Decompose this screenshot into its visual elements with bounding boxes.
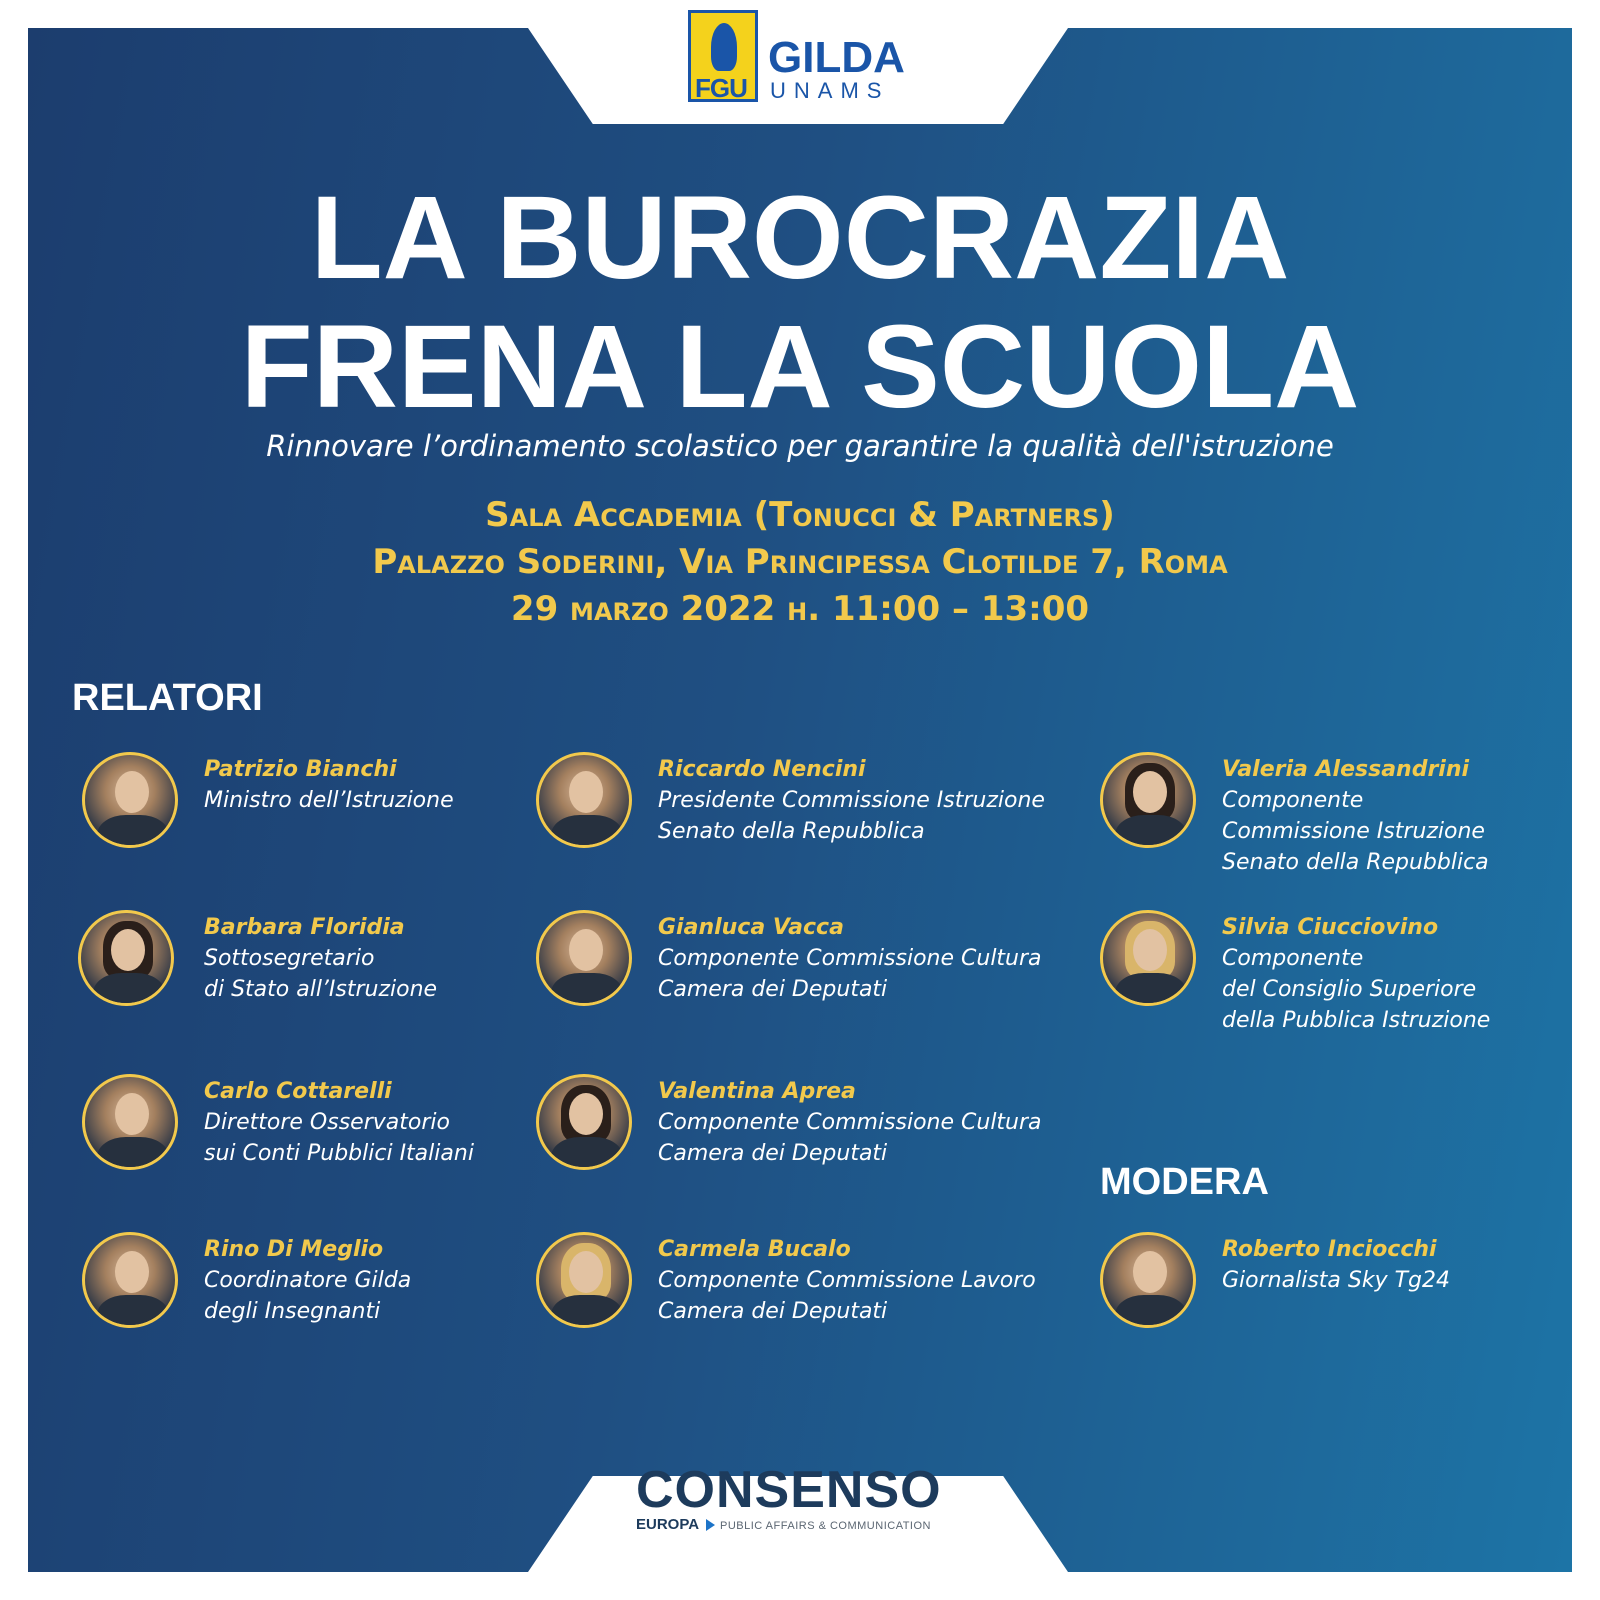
speaker-photo: [1100, 752, 1196, 848]
logo-sub: UNAMS: [770, 78, 890, 103]
speaker-role: Sottosegretario: [204, 946, 375, 971]
speaker-role: Componente: [1222, 788, 1364, 813]
speaker-name: Carlo Cottarelli: [204, 1079, 392, 1104]
speaker-role: di Stato all’Istruzione: [204, 977, 438, 1002]
speaker-role: sui Conti Pubblici Italiani: [204, 1141, 474, 1166]
speaker-role: Camera dei Deputati: [658, 1299, 888, 1324]
moderator-name: Roberto Inciocchi: [1222, 1237, 1437, 1262]
speaker-name: Silvia Ciucciovino: [1222, 915, 1439, 940]
speaker-photo: [536, 1074, 632, 1170]
consenso-europa-logo: [636, 1461, 942, 1542]
speaker-role: Presidente Commissione Istruzione: [658, 788, 1045, 813]
speaker-name: Gianluca Vacca: [658, 915, 844, 940]
speaker-role: Camera dei Deputati: [658, 1141, 888, 1166]
venue-line-1: Sala Accademia (Tonucci & Partners): [485, 495, 1115, 535]
speaker-role: della Pubblica Istruzione: [1222, 1008, 1491, 1033]
consenso-wordmark: CONSENSO: [636, 1461, 942, 1519]
relatori-heading: RELATORI: [72, 677, 263, 719]
play-triangle-icon: [706, 1519, 715, 1531]
tagline: PUBLIC AFFAIRS & COMMUNICATION: [720, 1520, 931, 1532]
title-line-2: FRENA LA SCUOLA: [240, 301, 1360, 433]
speaker-role: Componente Commissione Cultura: [658, 946, 1042, 971]
speaker-name: Patrizio Bianchi: [204, 757, 397, 782]
fgu-badge-icon: [688, 10, 758, 102]
logo-name: GILDA: [768, 33, 905, 82]
speaker-role: Senato della Repubblica: [1222, 850, 1489, 875]
speaker-role: Componente: [1222, 946, 1364, 971]
speaker-name: Carmela Bucalo: [658, 1237, 851, 1262]
modera-heading: MODERA: [1100, 1161, 1269, 1203]
speaker-role: Camera dei Deputati: [658, 977, 888, 1002]
speaker-photo: [78, 910, 174, 1006]
subtitle: Rinnovare l’ordinamento scolastico per garantire la qualità dell'istruzione: [266, 429, 1334, 463]
speaker-photo: [1100, 910, 1196, 1006]
speaker-role: Senato della Repubblica: [658, 819, 925, 844]
speaker-role: Commissione Istruzione: [1222, 819, 1485, 844]
speaker-photo: [82, 1232, 178, 1328]
badge-text: FGU: [695, 73, 747, 103]
speaker-role: del Consiglio Superiore: [1222, 977, 1477, 1002]
speaker-role: Componente Commissione Lavoro: [658, 1268, 1036, 1293]
speaker-name: Valeria Alessandrini: [1222, 757, 1470, 782]
venue-line-2: Palazzo Soderini, Via Principessa Clotilde 7, Roma: [372, 542, 1228, 582]
gilda-unams-logo: [688, 10, 908, 106]
speaker-photo: [82, 1074, 178, 1170]
speaker-name: Riccardo Nencini: [658, 757, 866, 782]
speaker-name: Rino Di Meglio: [204, 1237, 384, 1262]
europa-label: EUROPA: [636, 1516, 700, 1533]
figure-icon: [711, 23, 737, 71]
speaker-name: Barbara Floridia: [204, 915, 405, 940]
speaker-photo: [536, 1232, 632, 1328]
title-line-1: LA BUROCRAZIA: [310, 172, 1290, 304]
speaker-role: Componente Commissione Cultura: [658, 1110, 1042, 1135]
speaker-photo: [82, 752, 178, 848]
moderator-role: Giornalista Sky Tg24: [1222, 1268, 1450, 1293]
speaker-role: Coordinatore Gilda: [204, 1268, 412, 1293]
speaker-role: Ministro dell’Istruzione: [204, 788, 454, 813]
speaker-role: degli Insegnanti: [204, 1299, 381, 1324]
speaker-name: Valentina Aprea: [658, 1079, 856, 1104]
moderator-photo: [1100, 1232, 1196, 1328]
venue-line-3: 29 marzo 2022 h. 11:00 – 13:00: [510, 589, 1090, 629]
speaker-photo: [536, 910, 632, 1006]
speaker-role: Direttore Osservatorio: [204, 1110, 450, 1135]
speaker-photo: [536, 752, 632, 848]
